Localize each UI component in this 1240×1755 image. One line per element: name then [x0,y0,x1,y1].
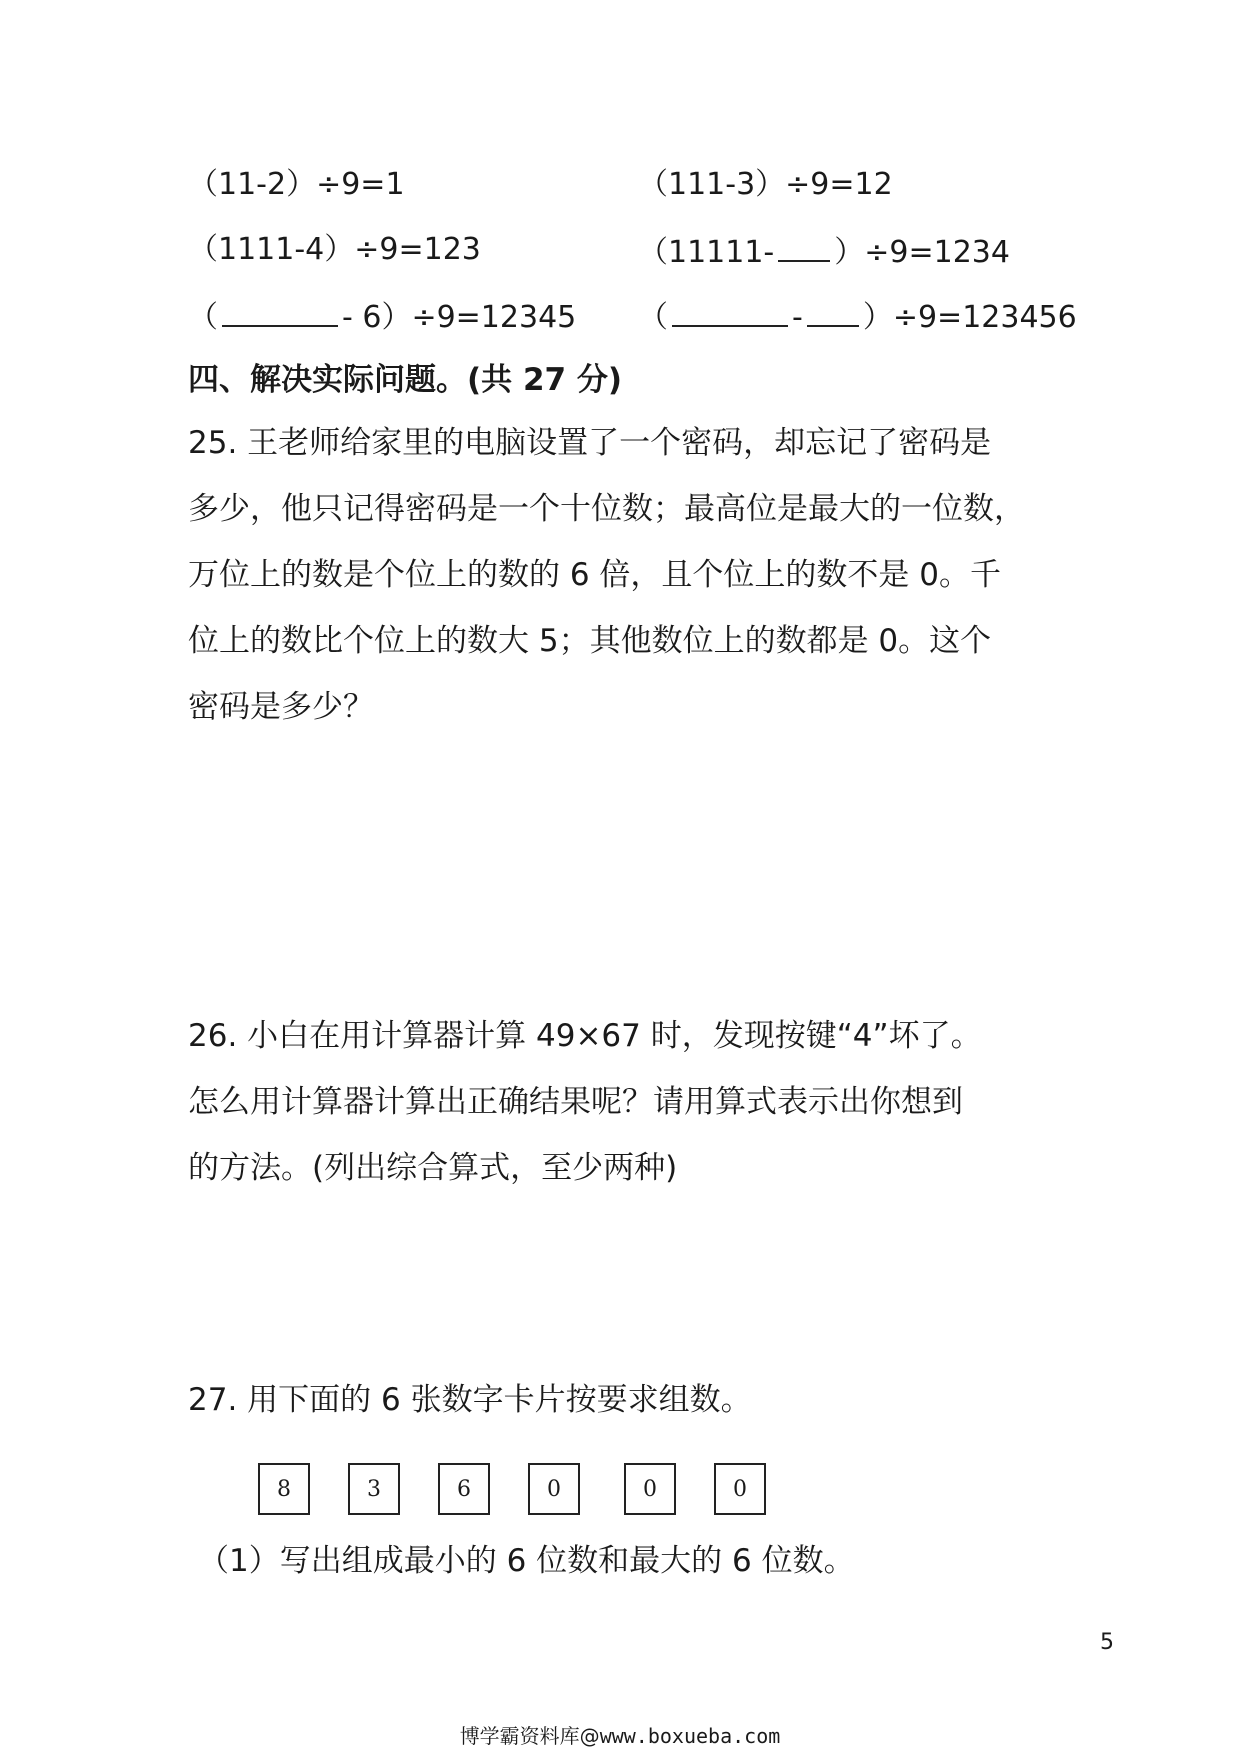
page-number: 5 [1100,1630,1114,1655]
answer-blank[interactable] [778,230,830,262]
question-26-line: 怎么用计算器计算出正确结果呢？请用算式表示出你想到 [188,1084,963,1120]
answer-blank[interactable] [672,295,788,327]
question-25-line: 25. 王老师给家里的电脑设置了一个密码，却忘记了密码是 [188,425,992,461]
question-27-prompt: 27. 用下面的 6 张数字卡片按要求组数。 [188,1382,752,1418]
question-25 [188,410,1058,740]
equation-row3-left-end: - 6）÷9=12345 [342,300,577,335]
equation-row2-left: （1111-4）÷9=123 [188,232,481,267]
equation-row3-right-minus: - [792,300,803,335]
equation-row3-right-start: （ [638,300,668,335]
digit-card: 8 [258,1463,310,1515]
section-heading: 四、解决实际问题。(共 27 分) [188,362,623,398]
question-25-line: 万位上的数是个位上的数的 6 倍，且个位上的数不是 0。千 [188,557,1002,593]
digit-cards [0,1463,1240,1519]
footer [0,1720,1240,1749]
answer-blank[interactable] [222,295,338,327]
digit-card: 6 [438,1463,490,1515]
equation-row2-right-end: ）÷9=1234 [834,235,1010,270]
question-27-subquestion-1: （1）写出组成最小的 6 位数和最大的 6 位数。 [198,1543,855,1579]
equation-row1-left: （11-2）÷9=1 [188,167,405,202]
footer-site-name: 博学霸资料库@ [459,1724,600,1748]
question-25-line: 位上的数比个位上的数大 5；其他数位上的数都是 0。这个 [188,623,992,659]
digit-card: 0 [714,1463,766,1515]
equation-row3-left-start: （ [188,300,218,335]
footer-url[interactable]: www.boxueba.com [599,1724,781,1748]
equation-row2-right [638,230,1010,273]
equation-row2-right-start: （11111- [638,235,775,270]
equation-row3-right [638,295,1077,338]
digit-card: 0 [624,1463,676,1515]
question-25-line: 密码是多少？ [188,689,374,725]
digit-card: 3 [348,1463,400,1515]
digit-card: 0 [528,1463,580,1515]
equation-row3-right-end: ）÷9=123456 [862,300,1077,335]
equation-row1-right: （111-3）÷9=12 [638,167,893,202]
question-26 [188,1003,1058,1201]
question-26-line: 26. 小白在用计算器计算 49×67 时，发现按键“4”坏了。 [188,1018,982,1054]
question-25-line: 多少，他只记得密码是一个十位数；最高位是最大的一位数， [188,491,1025,527]
question-26-line: 的方法。(列出综合算式，至少两种) [188,1150,678,1186]
equation-row3-left [188,295,576,338]
answer-blank[interactable] [807,295,859,327]
